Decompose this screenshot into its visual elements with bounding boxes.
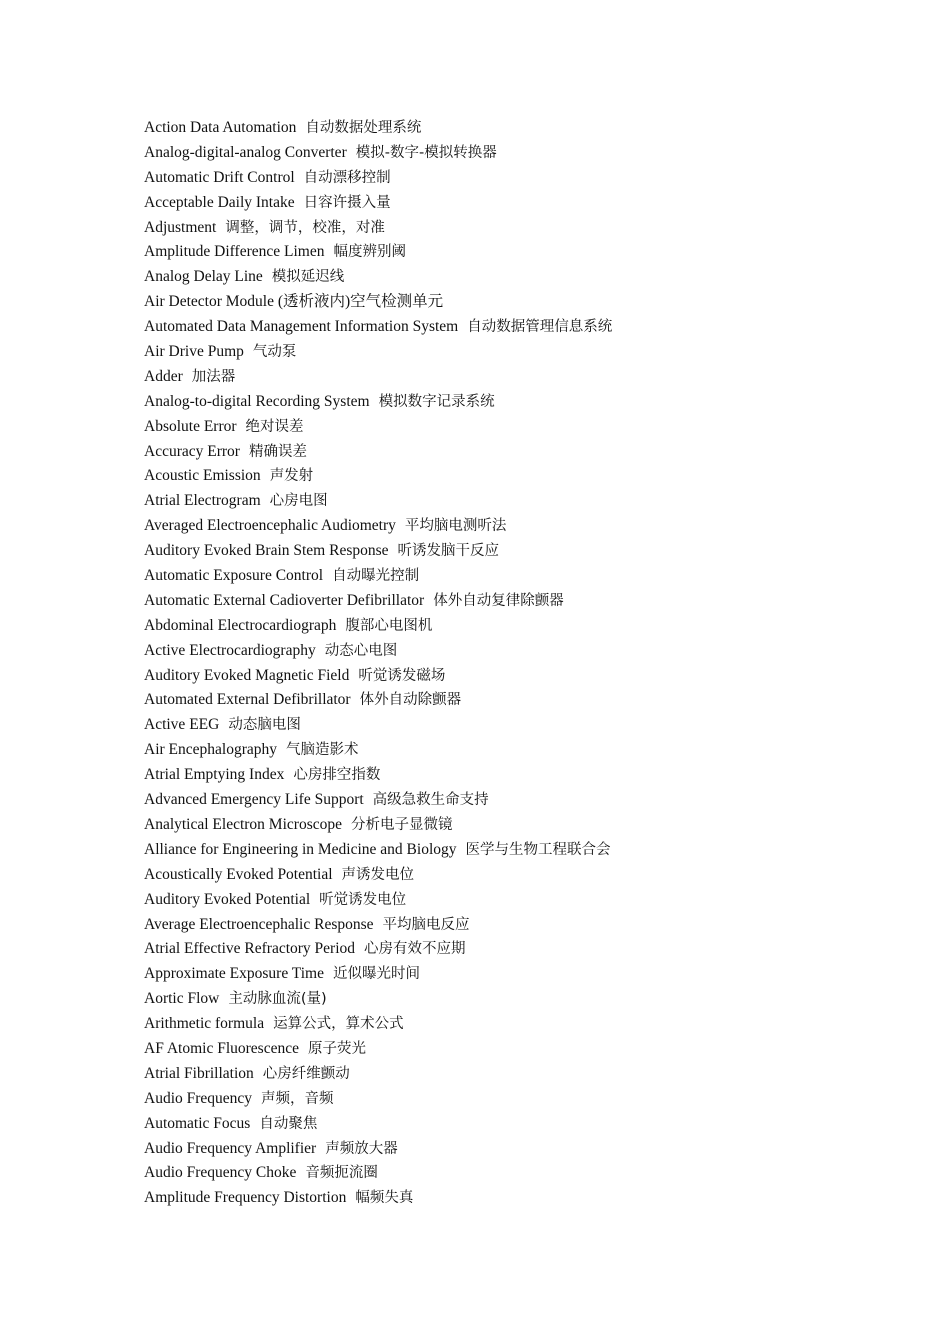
entry-translation: 自动漂移控制 xyxy=(303,169,391,186)
glossary-entry xyxy=(144,415,612,440)
glossary-entry xyxy=(144,116,612,141)
entry-translation: 腹部心电图机 xyxy=(345,617,433,634)
entry-term: Action Data Automation xyxy=(144,119,297,136)
glossary-entry xyxy=(144,1112,612,1137)
entry-term: Amplitude Difference Limen xyxy=(144,243,325,261)
entry-term: Audio Frequency Choke xyxy=(144,1164,297,1182)
entry-term: Atrial Electrogram xyxy=(144,492,261,510)
entry-term: Auditory Evoked Brain Stem Response xyxy=(144,542,389,560)
entry-translation: 分析电子显微镜 xyxy=(350,816,453,833)
entry-translation: 动态心电图 xyxy=(324,642,398,659)
glossary-entry xyxy=(144,315,612,340)
entry-translation: 平均脑电测听法 xyxy=(404,518,507,535)
entry-term: Accuracy Error xyxy=(144,442,240,460)
entry-term: Adder xyxy=(144,367,183,385)
glossary-entry xyxy=(144,913,612,938)
glossary-entry xyxy=(144,863,612,888)
glossary-entry xyxy=(144,1012,612,1037)
entry-term: Acceptable Daily Intake xyxy=(144,193,295,211)
entry-term: Air Encephalography xyxy=(144,741,277,759)
glossary-entry xyxy=(144,788,612,813)
entry-term: Analytical Electron Microscope xyxy=(144,815,342,833)
glossary-entry xyxy=(144,340,612,365)
glossary-entry xyxy=(144,589,612,614)
entry-translation: 气脑造影术 xyxy=(286,742,359,759)
entry-term: Analog-to-digital Recording System xyxy=(144,392,370,410)
glossary-entry xyxy=(144,240,612,265)
entry-term: Automatic Exposure Control xyxy=(144,567,324,585)
entry-translation: 绝对误差 xyxy=(245,418,304,435)
glossary-entry xyxy=(144,738,612,763)
glossary-entry xyxy=(144,1087,612,1112)
entry-term: Audio Frequency Amplifier xyxy=(144,1139,317,1157)
entry-term: Atrial Fibrillation xyxy=(144,1064,254,1082)
entry-term: Automatic Focus xyxy=(144,1114,251,1132)
glossary-entry xyxy=(144,614,612,639)
entry-term: Automated External Defibrillator xyxy=(144,691,351,709)
glossary-entry xyxy=(144,987,612,1012)
entry-translation: 气动泵 xyxy=(252,344,297,361)
entry-translation: 声频放大器 xyxy=(325,1140,398,1157)
glossary-list xyxy=(144,116,612,1211)
entry-term: Acoustic Emission xyxy=(144,467,261,485)
entry-term: Automatic External Cadioverter Defibrillator xyxy=(144,591,425,609)
glossary-entry xyxy=(144,216,612,241)
entry-term: Averaged Electroencephalic Audiometry xyxy=(144,517,396,535)
glossary-entry xyxy=(144,888,612,913)
entry-translation: 模拟延迟线 xyxy=(271,269,345,286)
entry-translation: 听觉诱发磁场 xyxy=(358,667,446,684)
glossary-entry xyxy=(144,1062,612,1087)
entry-translation: 心房电图 xyxy=(269,493,328,510)
glossary-entry xyxy=(144,1161,612,1186)
entry-translation: 运算公式，算术公式 xyxy=(273,1016,404,1033)
glossary-entry xyxy=(144,539,612,564)
entry-translation: 动态脑电图 xyxy=(228,717,301,734)
entry-translation: 自动数据管理信息系统 xyxy=(467,319,613,336)
glossary-entry xyxy=(144,1186,612,1211)
glossary-entry xyxy=(144,290,612,315)
glossary-entry xyxy=(144,838,612,863)
entry-translation: 高级急救生命支持 xyxy=(372,792,489,809)
entry-translation: 自动数据处理系统 xyxy=(305,120,422,136)
entry-translation: 声发射 xyxy=(269,468,314,485)
glossary-entry xyxy=(144,265,612,290)
glossary-entry xyxy=(144,390,612,415)
entry-term: Amplitude Frequency Distortion xyxy=(144,1189,347,1207)
entry-term: Air Detector Module (透析液内)空气检测单元 xyxy=(144,293,444,311)
glossary-entry xyxy=(144,1137,612,1162)
entry-translation: 听觉诱发电位 xyxy=(319,891,407,908)
entry-term: Adjustment xyxy=(144,218,217,236)
glossary-entry xyxy=(144,191,612,216)
glossary-entry xyxy=(144,440,612,465)
entry-translation: 体外自动除颤器 xyxy=(359,692,462,709)
entry-term: Automatic Drift Control xyxy=(144,168,295,186)
entry-term: Audio Frequency xyxy=(144,1089,253,1107)
entry-term: Approximate Exposure Time xyxy=(144,965,324,983)
entry-translation: 心房排空指数 xyxy=(293,767,381,784)
entry-term: Air Drive Pump xyxy=(144,343,244,361)
glossary-entry xyxy=(144,1037,612,1062)
entry-translation: 音频扼流圈 xyxy=(305,1165,378,1182)
glossary-entry xyxy=(144,664,612,689)
glossary-entry xyxy=(144,763,612,788)
entry-translation: 精确误差 xyxy=(248,443,307,460)
entry-translation: 心房有效不应期 xyxy=(364,941,466,958)
entry-term: Atrial Emptying Index xyxy=(144,766,285,784)
entry-term: Auditory Evoked Potential xyxy=(144,890,311,908)
entry-translation: 主动脉血流(量) xyxy=(228,991,327,1008)
entry-translation: 原子荧光 xyxy=(307,1040,366,1057)
glossary-entry xyxy=(144,639,612,664)
entry-translation: 医学与生物工程联合会 xyxy=(465,841,611,858)
entry-term: Aortic Flow xyxy=(144,990,220,1008)
entry-translation: 幅频失真 xyxy=(355,1190,414,1207)
entry-term: Arithmetic formula xyxy=(144,1015,265,1033)
entry-term: Abdominal Electrocardiograph xyxy=(144,616,337,634)
entry-translation: 声诱发电位 xyxy=(341,866,415,883)
entry-translation: 体外自动复律除颤器 xyxy=(433,592,564,609)
entry-translation: 加法器 xyxy=(191,368,236,385)
entry-term: Analog Delay Line xyxy=(144,268,263,286)
entry-term: Analog-digital-analog Converter xyxy=(144,143,347,161)
entry-translation: 声频，音频 xyxy=(261,1090,334,1107)
entry-term: Automated Data Management Information System xyxy=(144,318,459,336)
glossary-entry xyxy=(144,962,612,987)
entry-term: Average Electroencephalic Response xyxy=(144,915,374,933)
glossary-entry xyxy=(144,464,612,489)
entry-term: Advanced Emergency Life Support xyxy=(144,791,364,809)
entry-translation: 日容许摄入量 xyxy=(303,194,391,211)
glossary-entry xyxy=(144,564,612,589)
glossary-entry xyxy=(144,489,612,514)
entry-term: Auditory Evoked Magnetic Field xyxy=(144,666,350,684)
entry-translation: 平均脑电反应 xyxy=(382,916,470,933)
entry-term: Active EEG xyxy=(144,716,220,734)
entry-term: Active Electrocardiography xyxy=(144,641,316,659)
glossary-entry xyxy=(144,813,612,838)
entry-translation: 自动曝光控制 xyxy=(332,568,420,585)
glossary-entry xyxy=(144,166,612,191)
entry-term: Atrial Effective Refractory Period xyxy=(144,940,356,958)
entry-term: AF Atomic Fluorescence xyxy=(144,1039,299,1057)
entry-term: Absolute Error xyxy=(144,417,237,435)
entry-translation: 幅度辨别阈 xyxy=(333,244,406,261)
entry-translation: 心房纤维颤动 xyxy=(262,1065,350,1082)
glossary-entry xyxy=(144,365,612,390)
glossary-entry xyxy=(144,688,612,713)
entry-translation: 模拟-数字-模拟转换器 xyxy=(355,144,497,161)
entry-translation: 调整，调节，校准，对准 xyxy=(225,219,385,236)
glossary-entry xyxy=(144,713,612,738)
entry-term: Acoustically Evoked Potential xyxy=(144,865,333,883)
entry-translation: 近似曝光时间 xyxy=(332,966,420,983)
glossary-entry xyxy=(144,937,612,962)
entry-term: Alliance for Engineering in Medicine and Biology xyxy=(144,840,457,858)
entry-translation: 模拟数字记录系统 xyxy=(378,393,495,410)
glossary-entry xyxy=(144,141,612,166)
entry-translation: 自动聚焦 xyxy=(259,1115,318,1132)
glossary-entry xyxy=(144,514,612,539)
entry-translation: 听诱发脑干反应 xyxy=(397,543,500,560)
